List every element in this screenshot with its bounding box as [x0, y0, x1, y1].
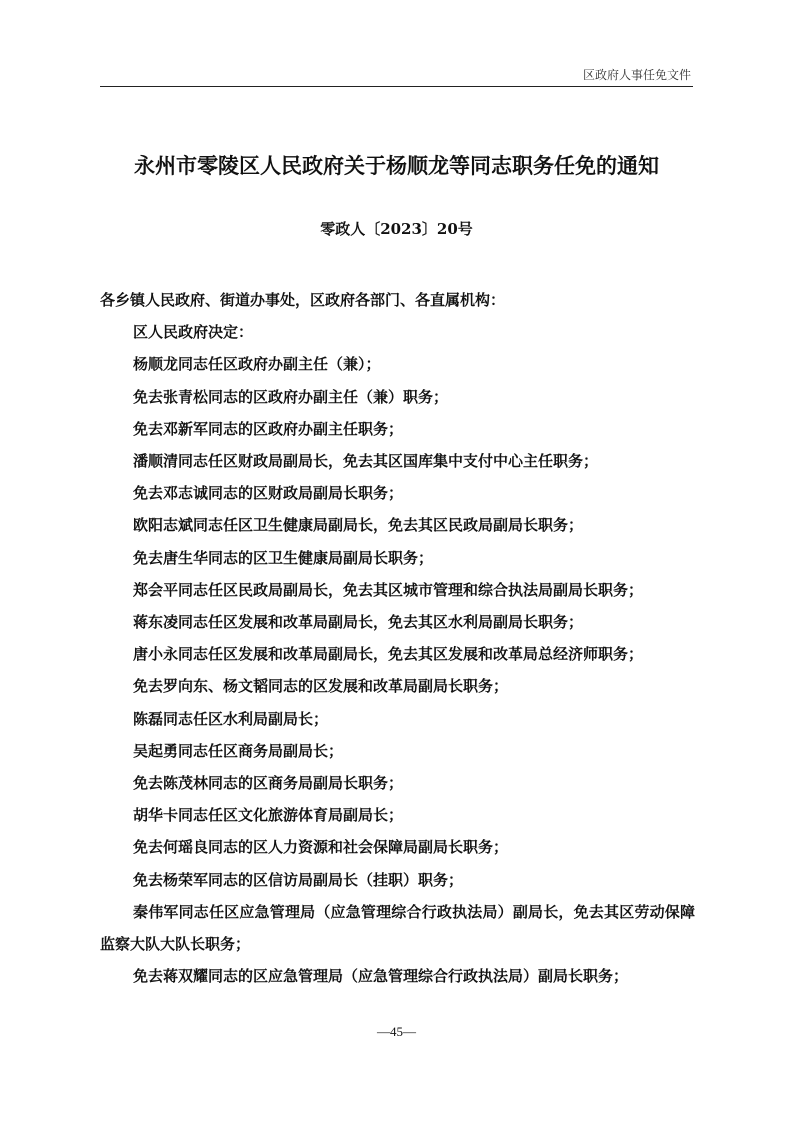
paragraph: 蒋东凌同志任区发展和改革局副局长，免去其区水利局副局长职务； — [133, 613, 584, 632]
header-divider — [100, 86, 693, 87]
paragraph: 吴起勇同志任区商务局副局长； — [133, 741, 344, 760]
paragraph: 免去邓新军同志的区政府办副主任职务； — [133, 419, 404, 438]
paragraph: 秦伟军同志任区应急管理局（应急管理综合行政执法局）副局长，免去其区劳动保障监察大队大队长职务； — [100, 902, 695, 954]
document-number: 零政人〔2023〕20号 — [320, 220, 473, 238]
paragraph: 免去陈茂林同志的区商务局副局长职务； — [133, 774, 404, 793]
paragraph: 免去邓志诚同志的区财政局副局长职务； — [133, 484, 404, 503]
page-number: —45— — [377, 1024, 416, 1039]
salutation: 各乡镇人民政府、街道办事处，区政府各部门、各直属机构： — [100, 291, 506, 309]
paragraph: 欧阳志斌同志任区卫生健康局副局长，免去其区民政局副局长职务； — [133, 516, 584, 535]
paragraph: 陈磊同志任区水利局副局长； — [133, 709, 329, 728]
paragraph: 杨顺龙同志任区政府办副主任（兼）； — [133, 355, 381, 374]
paragraph: 免去蒋双耀同志的区应急管理局（应急管理综合行政执法局）副局长职务； — [133, 967, 629, 986]
paragraph: 郑会平同志任区民政局副局长，免去其区城市管理和综合执法局副局长职务； — [133, 580, 644, 599]
paragraph: 免去罗向东、杨文韬同志的区发展和改革局副局长职务； — [133, 677, 509, 696]
paragraph: 潘顺清同志任区财政局副局长，免去其区国库集中支付中心主任职务； — [133, 452, 599, 471]
document-body — [100, 284, 695, 992]
running-header: 区政府人事任免文件 — [582, 68, 691, 82]
paragraph: 胡华卡同志任区文化旅游体育局副局长； — [133, 806, 404, 825]
paragraph: 免去张青松同志的区政府办副主任（兼）职务； — [133, 387, 449, 406]
paragraph: 免去杨荣军同志的区信访局副局长（挂职）职务； — [133, 870, 464, 889]
document-title: 永州市零陵区人民政府关于杨顺龙等同志职务任免的通知 — [134, 153, 659, 178]
paragraph: 区人民政府决定： — [133, 323, 254, 342]
paragraph: 唐小永同志任区发展和改革局副局长，免去其区发展和改革局总经济师职务； — [133, 645, 644, 664]
paragraph: 免去唐生华同志的区卫生健康局副局长职务； — [133, 548, 434, 567]
paragraph: 免去何瑶良同志的区人力资源和社会保障局副局长职务； — [133, 838, 509, 857]
